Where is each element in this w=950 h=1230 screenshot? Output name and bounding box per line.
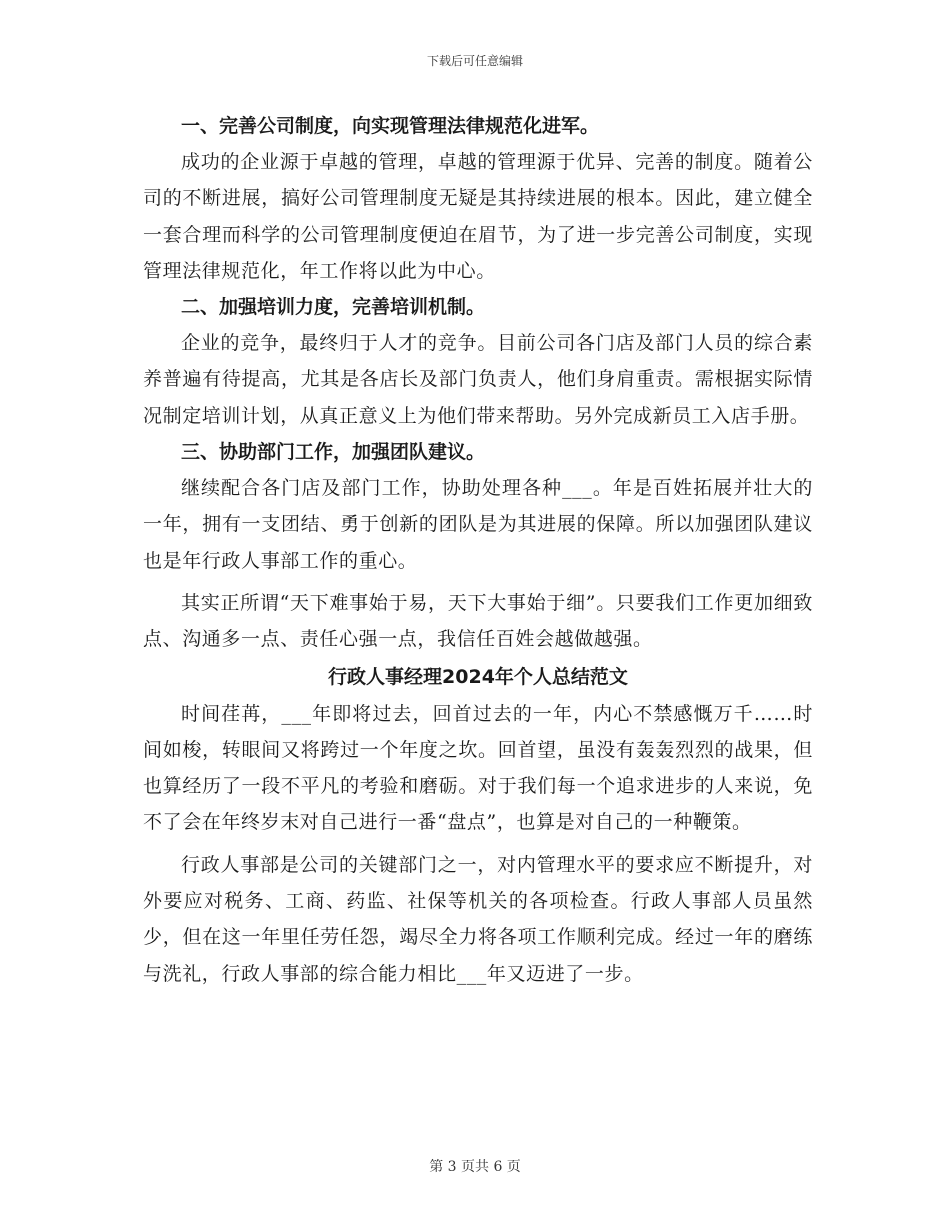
- section-3-paragraph-2: 其实正所谓“天下难事始于易，天下大事始于细”。只要我们工作更加细致点、沟通多一点、责任心强一点，我信任百姓会越做越强。: [143, 591, 813, 651]
- section-2-paragraph: 企业的竞争，最终归于人才的竞争。目前公司各门店及部门人员的综合素养普遍有待提高，尤其是各店长及部门负责人，他们身肩重责。需根据实际情况制定培训计划，从真正意义上为他们带来帮助。另外完成新员工入店手册。: [143, 332, 813, 427]
- page-header: 下载后可任意编辑: [426, 54, 523, 68]
- article-paragraph-1: 时间荏苒，___年即将过去，回首过去的一年，内心不禁感慨万千……时间如梭，转眼间又将跨过一个年度之坎。回首望，虽没有轰轰烈烈的战果，但也算经历了一段不平凡的考验和磨砺。对于我们每一个追求进步的人来说，免不了会在年终岁末对自己进行一番“盘点”，也算是对自己的一种鞭策。: [143, 702, 813, 834]
- document-body: [143, 108, 813, 992]
- section-heading-3: 三、协助部门工作，加强团队建议。: [181, 441, 486, 464]
- article-title: 行政人事经理2024年个人总结范文: [328, 665, 628, 688]
- section-heading-2: 二、加强培训力度，完善培训机制。: [181, 296, 486, 319]
- section-heading-1: 一、完善公司制度，向实现管理法律规范化进军。: [181, 115, 600, 137]
- article-paragraph-2: 行政人事部是公司的关键部门之一，对内管理水平的要求应不断提升，对外要应对税务、工商、药监、社保等机关的各项检查。行政人事部人员虽然少，但在这一年里任劳任怨，竭尽全力将各项工作顺利完成。经过一年的磨练与洗礼，行政人事部的综合能力相比___年又迈进了一步。: [143, 853, 813, 985]
- section-1-paragraph: 成功的企业源于卓越的管理，卓越的管理源于优异、完善的制度。随着公司的不断进展，搞好公司管理制度无疑是其持续进展的根本。因此，建立健全一套合理而科学的公司管理制度便迫在眉节，为了进一步完善公司制度，实现管理法律规范化，年工作将以此为中心。: [143, 151, 813, 282]
- section-3-paragraph-1: 继续配合各门店及部门工作，协助处理各种___。年是百姓拓展并壮大的一年，拥有一支团结、勇于创新的团队是为其进展的保障。所以加强团队建议也是年行政人事部工作的重心。: [143, 477, 813, 572]
- page-footer: 第 3 页共 6 页: [429, 1159, 521, 1175]
